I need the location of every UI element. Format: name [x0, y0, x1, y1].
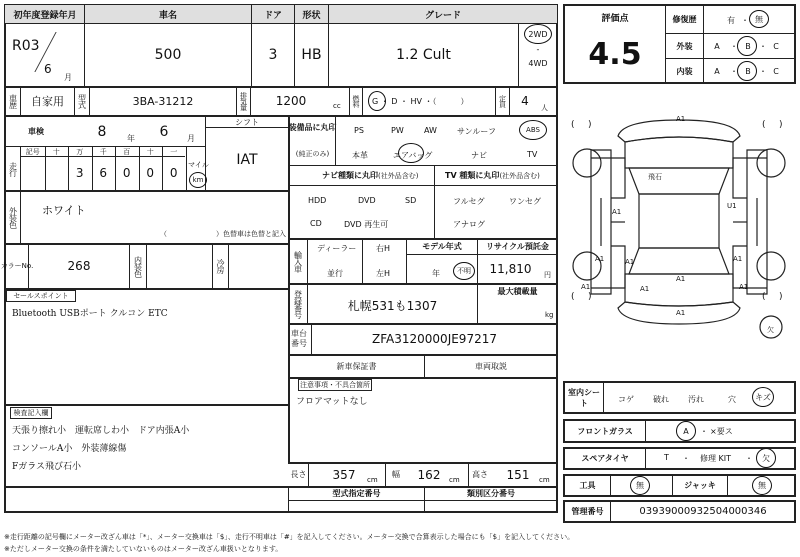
grade-option: C — [773, 41, 779, 51]
model-label: 型式 — [77, 94, 87, 108]
damage-mark: A1 — [625, 258, 635, 266]
shape-value: HB — [301, 47, 322, 63]
inspector-line-1: 天張り擦れ小 運転席しわ小 ドア内張A小 — [12, 426, 190, 436]
damage-mark: A1 — [612, 208, 622, 216]
damage-mark: 飛石 — [648, 173, 662, 181]
import-right-h: 右H — [376, 244, 391, 253]
grade-option: A — [714, 41, 720, 51]
model-year-unknown: 不明 — [457, 267, 471, 275]
height-value: 151 — [506, 467, 530, 482]
damage-mark: U1 — [727, 202, 737, 210]
sheet-hole: 穴 — [728, 395, 736, 404]
first-registration-label: 初年度登録年月 — [13, 10, 77, 21]
spare-tire-dot2: ・ — [745, 454, 753, 463]
tools-value: 無 — [636, 481, 644, 490]
sales-point-label: セールスポイント — [6, 290, 76, 302]
capacity-value: 4 — [521, 94, 529, 108]
shift-value: IAT — [236, 152, 258, 168]
tv-analog: アナログ — [453, 220, 485, 229]
width-value: 162 — [417, 467, 441, 482]
jack-value: 無 — [758, 481, 766, 490]
import-parallel: 並行 — [327, 269, 343, 278]
footer-note-2: ※ただしメーター交換の条件を満たしていないものはメーター改ざん車扱いとなります。 — [4, 545, 283, 553]
notes-text: フロアマットなし — [296, 397, 368, 407]
equipment-label: 装備品に丸印 — [288, 122, 337, 132]
usage-value: 自家用 — [31, 95, 64, 108]
navi-title: ナビ種類に丸印 (社外品含む) — [322, 171, 419, 180]
hood-outline — [625, 137, 733, 168]
left-rear-fender — [591, 246, 625, 288]
mileage-header: 記号 — [25, 147, 40, 156]
mileage-divider — [45, 147, 46, 190]
interior-color-label: 内装色 — [133, 255, 143, 277]
mileage-digit: 0 — [169, 166, 178, 180]
inspector-label: 検査記入欄 — [10, 407, 52, 419]
spare-tire-t: T — [664, 453, 669, 462]
equip-abs: ABS — [526, 126, 540, 134]
paren-mark: ( — [571, 120, 575, 130]
paren-mark: ) — [588, 292, 592, 302]
mileage-digit: 0 — [122, 166, 131, 180]
paren-mark: ) — [588, 120, 592, 130]
navi-sd: SD — [405, 196, 417, 205]
usage-label: 車歴 — [8, 94, 18, 108]
inspection-year-unit: 年 — [127, 134, 135, 143]
damage-mark: A1 — [733, 255, 743, 263]
fuel-g-circle — [368, 91, 386, 111]
spare-tire-missing: 欠 — [762, 453, 770, 463]
drive-2wd: 2WD — [528, 29, 548, 39]
tv-oneseg: ワンセグ — [509, 197, 541, 206]
rear-glass-outline — [629, 248, 729, 274]
sheet-scratch: キズ — [755, 392, 771, 402]
equipment-sub: (純正のみ) — [295, 150, 330, 158]
vehicle-manual: 車両取説 — [475, 361, 507, 371]
damage-mark: A1 — [581, 283, 591, 291]
width-label: 幅 — [392, 470, 400, 479]
paren-mark: ( — [762, 292, 766, 302]
front-glass-replace: ×要ス — [710, 427, 733, 436]
damage-mark: 欠 — [767, 326, 774, 334]
mile-label: マイル — [188, 161, 209, 169]
inspector-line-3: Fガラス飛び石小 — [12, 462, 81, 472]
plate-value: 札幌531も1307 — [347, 298, 438, 313]
rating-value: 4.5 — [588, 36, 642, 72]
door-value: 3 — [268, 47, 278, 63]
grade-option: ・ — [759, 41, 767, 51]
length-label: 長さ — [290, 470, 307, 479]
spare-tire-kit: 修理 KIT — [700, 454, 732, 463]
grade-value: 1.2 Cult — [396, 47, 451, 63]
inspection-label: 車検 — [28, 127, 44, 136]
interior-sheet-label: 室内シート — [568, 387, 600, 408]
inspection-year: 8 — [97, 123, 107, 140]
model-year-unit: 年 — [432, 269, 440, 278]
grade-b-circle — [737, 61, 757, 81]
import-left-h: 左H — [376, 269, 391, 278]
damage-mark: A1 — [676, 275, 686, 283]
color-value: ホワイト — [42, 204, 86, 217]
exterior-grade-label: 外装 — [676, 41, 693, 51]
color-no-label: カラーNo. — [0, 262, 34, 270]
mileage-header: 十 — [52, 147, 60, 156]
management-label: 管理番号 — [571, 507, 604, 516]
category-label: 類別区分番号 — [467, 489, 515, 498]
drive-4wd: 4WD — [528, 58, 548, 68]
notes-label: 注意事項・不具合箇所 — [300, 381, 370, 389]
front-glass-a: A — [683, 426, 689, 436]
plate-label: 登録番号 — [293, 289, 303, 318]
displacement-label: 排気量 — [239, 92, 248, 110]
color-note: （ ）色替車は色替と記入 — [160, 230, 286, 238]
front-glass-label: フロントガラス — [577, 426, 633, 436]
inspection-month: 6 — [159, 123, 169, 140]
chassis-label: 車台番号 — [291, 329, 307, 348]
spare-tire-label: スペアタイヤ — [581, 454, 629, 463]
footer-note-1: ※走行距離の記号欄にメーター改ざん車は「*」、メーター交換車は「$」、走行不明車は「#」を記入してください。メーター交換で合算表示した場合にも「$」を記入してください。 — [4, 533, 575, 541]
new-car-warranty: 新車保証書 — [336, 361, 377, 371]
management-value: 03939000932504000346 — [639, 506, 767, 517]
navi-hdd: HDD — [308, 196, 327, 205]
color-no-value: 268 — [67, 259, 91, 273]
paren-mark: ) — [779, 292, 783, 302]
repair-yes: 有 — [727, 16, 735, 25]
car-condition-diagram — [563, 98, 796, 373]
car-name-value: 500 — [154, 47, 182, 63]
mileage-digit: 0 — [146, 166, 155, 180]
damage-mark: A1 — [676, 115, 686, 123]
grade-option: ・ — [730, 41, 738, 51]
interior-grade-label: 内装 — [676, 66, 693, 76]
right-front-fender — [733, 158, 767, 198]
sheet-stain: 汚れ — [688, 395, 704, 404]
fuel-options: G ・ D ・ HV ・（ ） — [372, 96, 469, 106]
max-load-unit: kg — [545, 311, 554, 319]
max-load-label: 最大積載量 — [497, 286, 538, 296]
fuel-label: 燃料 — [352, 95, 360, 107]
mileage-label: 走行 — [8, 161, 18, 176]
grade-option: C — [773, 66, 779, 76]
grade-option: ・ — [759, 66, 767, 76]
capacity-label: 定員 — [498, 95, 507, 107]
registration-era: R03 — [12, 38, 40, 54]
equip-leather: 本革 — [352, 151, 368, 160]
model-year-label: モデル年式 — [422, 242, 462, 251]
sheet-burn: コゲ — [618, 395, 634, 404]
equip-airbag: エアバッグ — [393, 151, 433, 160]
navi-cd: CD — [310, 219, 322, 228]
chassis-value: ZFA3120000JE97217 — [372, 332, 497, 346]
roof-outline — [639, 194, 719, 248]
mileage-digit: 6 — [99, 166, 108, 180]
left-front-wheel — [573, 149, 601, 177]
displacement-unit: cc — [333, 102, 341, 110]
drive-dash: - — [536, 44, 540, 54]
repair-history-label: 修復歴 — [672, 15, 697, 24]
damage-mark: A1 — [595, 255, 605, 263]
repair-dot: ・ — [741, 16, 749, 25]
capacity-unit: 人 — [541, 104, 548, 112]
mileage-header: 十 — [146, 147, 154, 156]
mileage-divider — [186, 146, 187, 190]
import-label: 輸入車 — [293, 250, 303, 272]
grade-label: グレード — [424, 10, 461, 21]
tv-fullseg: フルセグ — [453, 197, 485, 206]
mileage-header: 千 — [99, 147, 107, 156]
sales-point-text: Bluetooth USBポート クルコン ETC — [12, 309, 168, 319]
rating-label: 評価点 — [601, 13, 629, 24]
color-label: 外装色 — [8, 206, 18, 228]
paren-mark: ( — [762, 120, 766, 130]
registration-month: 6 — [44, 62, 52, 76]
equip-pw: PW — [391, 126, 404, 135]
paren-mark: ( — [571, 292, 575, 302]
equip-navi: ナビ — [471, 151, 487, 160]
grade-option: ・ — [730, 66, 738, 76]
inspection-month-unit: 月 — [187, 134, 195, 143]
height-unit: cm — [539, 476, 550, 484]
shift-label: シフト — [235, 117, 259, 127]
repair-none: 無 — [755, 14, 763, 24]
right-front-wheel — [757, 149, 785, 177]
recycle-unit: 円 — [544, 271, 551, 279]
mileage-header: 百 — [123, 147, 131, 156]
import-dealer: ディーラー — [317, 244, 357, 253]
spare-tire-dot: ・ — [682, 454, 690, 463]
front-glass-dot: ・ — [700, 427, 708, 436]
equip-aw: AW — [424, 126, 437, 135]
equip-tv: TV — [527, 150, 538, 159]
grade-option: B — [745, 66, 751, 76]
damage-mark: A1 — [640, 285, 650, 293]
navi-dvd-play: DVD 再生可 — [344, 220, 389, 229]
damage-mark: A1 — [676, 309, 686, 317]
car-name-label: 車名 — [158, 10, 177, 21]
type-designation-label: 型式指定番号 — [332, 489, 381, 498]
paren-mark: ) — [779, 120, 783, 130]
mileage-header: 万 — [76, 147, 84, 156]
right-rear-wheel — [757, 252, 785, 280]
model-value: 3BA-31212 — [132, 94, 194, 108]
right-rear-fender — [733, 246, 767, 288]
damage-mark: A1 — [739, 283, 749, 291]
grade-option: B — [745, 41, 751, 51]
equip-ps: PS — [354, 126, 364, 135]
width-unit: cm — [449, 476, 460, 484]
navi-dvd: DVD — [358, 196, 376, 205]
equip-sunroof: サンルーフ — [457, 127, 496, 136]
windshield-outline — [629, 168, 729, 194]
recycle-value: 11,810 — [489, 262, 532, 276]
cooling-label: 冷房 — [216, 259, 225, 273]
tv-title: TV 種類に丸印 (社外品含む) — [445, 171, 540, 180]
height-label: 高さ — [472, 470, 488, 479]
recycle-label: リサイクル預託金 — [486, 242, 549, 251]
sheet-tear: 破れ — [653, 395, 669, 404]
tools-label: 工具 — [579, 481, 596, 490]
length-value: 357 — [332, 467, 356, 482]
registration-month-unit: 月 — [64, 73, 72, 82]
grade-option: A — [714, 66, 720, 76]
door-label: ドア — [264, 10, 282, 21]
inspector-line-2: コンソールA小 外装薄線傷 — [12, 444, 127, 454]
shape-label: 形状 — [302, 10, 321, 21]
front-bumper-outline — [618, 120, 740, 142]
displacement-value: 1200 — [275, 94, 307, 108]
jack-label: ジャッキ — [684, 481, 716, 490]
km-label: km — [192, 176, 204, 184]
length-unit: cm — [367, 476, 378, 484]
mileage-header: 一 — [170, 147, 178, 156]
mileage-digit: 3 — [75, 166, 84, 180]
left-front-fender — [591, 158, 625, 198]
grade-b-circle — [737, 36, 757, 56]
